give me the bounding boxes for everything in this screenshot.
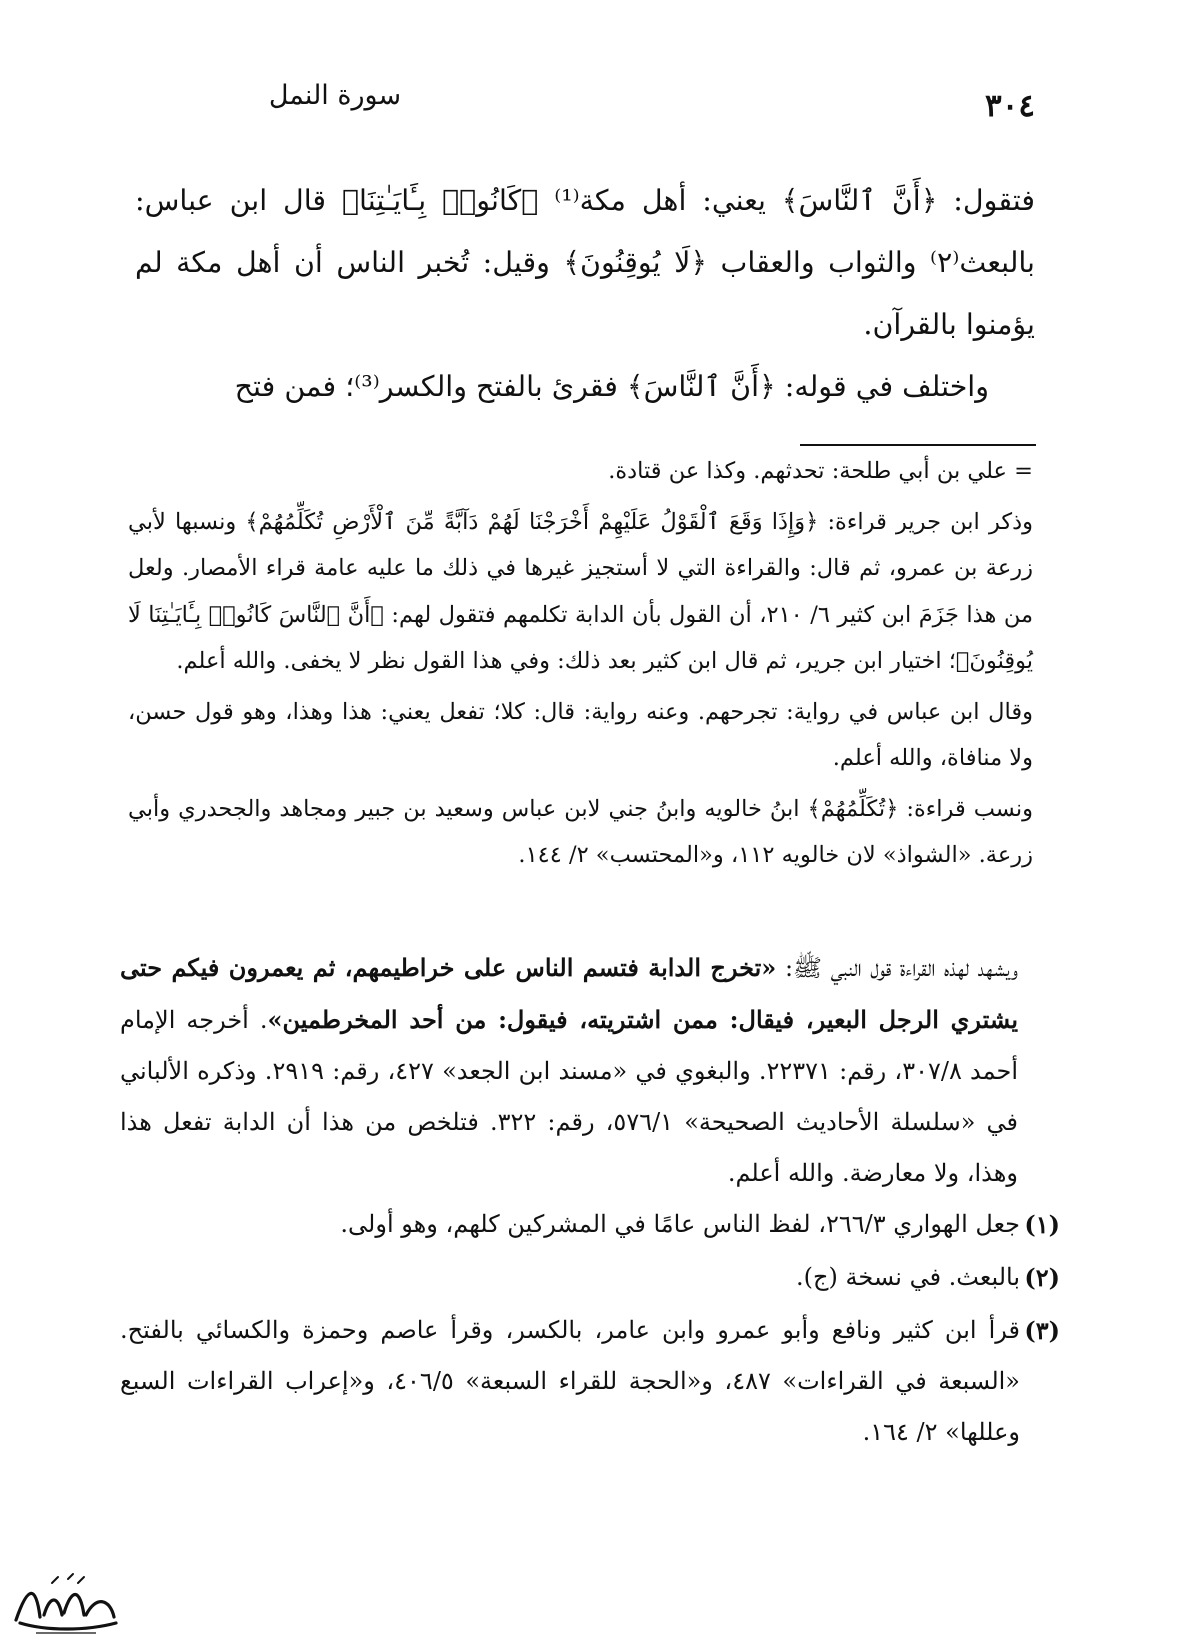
footnote-separator bbox=[800, 444, 1036, 446]
footnote-number: (٢) bbox=[1024, 1263, 1060, 1292]
continued-footnote-paragraph: وذكر ابن جرير قراءة: ﴿وَإِذَا وَقَعَ ٱلْقَوْلُ عَلَيْهِمْ أَخْرَجْنَا لَهُمْ دَآبَّةً مِّنَ ٱلْأَرْضِ تُكَلِّمُهُمْ﴾ ونسبها لأبي زرعة بن عمرو، ثم قال: والقراءة التي لا أستجيز غيرها في ذلك ما عليه عامة قراء الأمصار. ولعل من هذا جَزَمَ ابن كثير ٦/ ٢١٠، أن القول بأن الدابة تكلمهم فتقول لهم: ﴿أَنَّ ٱلنَّاسَ كَانُوا۟ بِـَٔايَـٰتِنَا لَا يُوقِنُونَ﴾؛ اختيار ابن جرير، ثم قال ابن كثير بعد ذلك: وفي هذا القول نظر لا يخفى. والله أعلم. bbox=[128, 508, 1034, 674]
calligraphy-logo-icon bbox=[6, 1565, 126, 1640]
main-paragraph-1: فتقول: ﴿أَنَّ ٱلنَّاسَ﴾ يعني: أهل مكة⁽¹⁾ ﴿كَانُوا۟ بِـَٔايَـٰتِنَا﴾ قال ابن عباس: بالبعث⁽٢⁾ والثواب والعقاب ﴿لَا يُوقِنُونَ﴾ وقيل: تُخبر الناس أن أهل مكة لم يؤمنوا بالقرآن. bbox=[135, 184, 1035, 341]
hadith-takhrij: . أخرجه الإمام أحمد ٣٠٧/٨، رقم: ٢٢٣٧١. والبغوي في «مسند ابن الجعد» ٤٢٧، رقم: ٢٩١٩. وذكره الألباني في «سلسلة الأحاديث الصحيحة» ٥٧٦/١، رقم: ٣٢٢. فتلخص من هذا أن الدابة تفعل هذا وهذا، ولا معارضة. والله أعلم. bbox=[120, 1006, 1019, 1187]
footnote-item bbox=[120, 1305, 1060, 1458]
footnote-text: بالبعث. في نسخة (ج). bbox=[796, 1263, 1020, 1291]
continued-footnote bbox=[128, 448, 1033, 879]
page-number: ٣٠٤ bbox=[985, 88, 1035, 124]
hadith-intro: ويشهد لهذه القراءة قول النبي ﷺ: bbox=[776, 954, 1018, 982]
continued-footnote-paragraph: وقال ابن عباس في رواية: تجرحهم. وعنه رواية: قال: كلا؛ تفعل يعني: هذا وهذا، وهو قول حسن، ولا منافاة، والله أعلم. bbox=[128, 698, 1033, 771]
main-text bbox=[135, 170, 1035, 418]
footnote-item bbox=[120, 1252, 1060, 1303]
continued-footnote-paragraph: ونسب قراءة: ﴿تُكَلِّمُهُمْ﴾ ابنُ خالويه وابنُ جني لابن عباس وسعيد بن جبير ومجاهد والجحدري وأبي زرعة. «الشواذ» لان خالويه ١١٢، و«المحتسب» ٢/ ١٤٤. bbox=[128, 795, 1033, 868]
continued-footnote-line: = علي بن أبي طلحة: تحدثهم. وكذا عن قتادة. bbox=[608, 458, 1033, 484]
hadith-note bbox=[120, 942, 1060, 1199]
footnotes-section bbox=[120, 942, 1060, 1458]
footnote-item bbox=[120, 1199, 1060, 1250]
hadith-quote: «تخرج الدابة فتسم الناس على خراطيمهم، ثم يعمرون فيكم حتى يشتري الرجل البعير، فيقال: ممن اشتريته، فيقول: من أحد المخرطمين» bbox=[120, 953, 1018, 1034]
footnote-text: قرأ ابن كثير ونافع وأبو عمرو وابن عامر، بالكسر، وقرأ عاصم وحمزة والكسائي بالفتح. «السبعة في القراءات» ٤٨٧، و«الحجة للقراء السبعة» ٤٠٦/٥، و«إعراب القراءات السبع وعللها» ٢/ ١٦٤. bbox=[120, 1316, 1020, 1446]
surah-title: سورة النمل bbox=[268, 80, 402, 111]
footnote-number: (٣) bbox=[1024, 1316, 1060, 1345]
footnote-text: جعل الهواري ٢٦٦/٣، لفظ الناس عامًا في المشركين كلهم، وهو أولى. bbox=[340, 1210, 1020, 1238]
watermark-logo bbox=[6, 1565, 126, 1640]
main-paragraph-2: واختلف في قوله: ﴿أَنَّ ٱلنَّاسَ﴾ فقرئ بالفتح والكسر⁽³⁾؛ فمن فتح bbox=[234, 370, 989, 403]
footnote-number: (١) bbox=[1024, 1210, 1060, 1239]
